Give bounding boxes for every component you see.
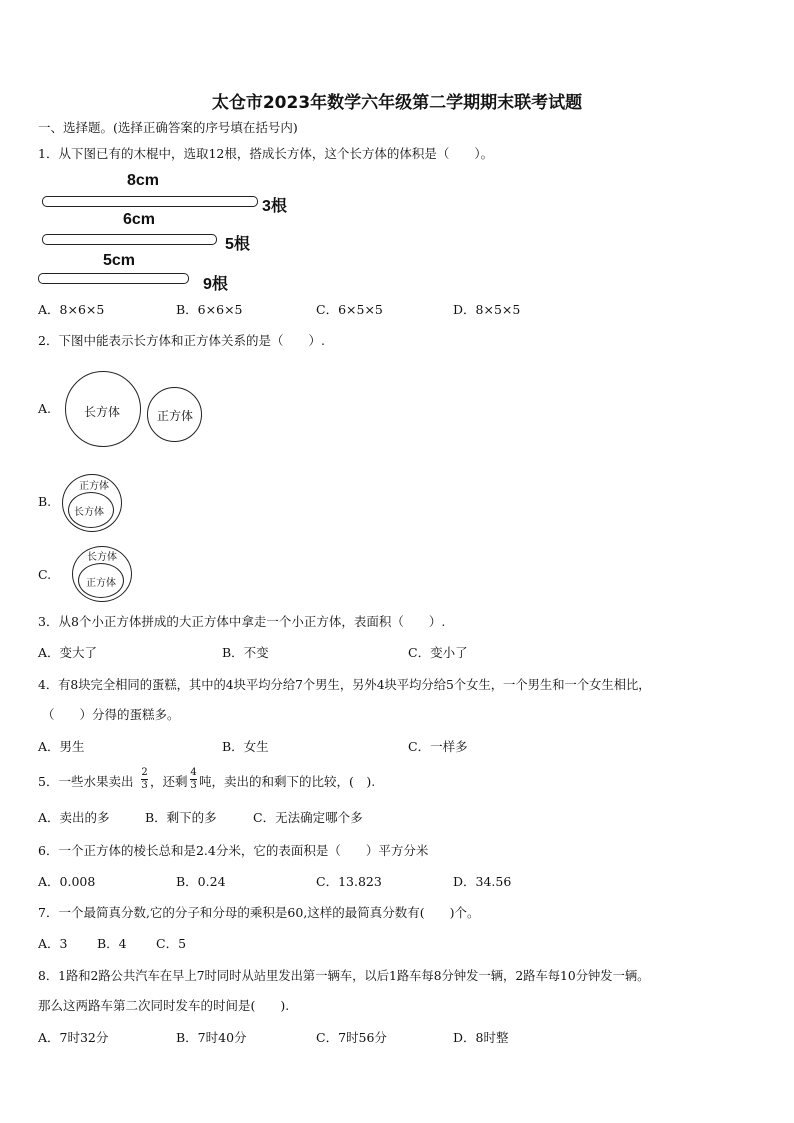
q1-option-b: B．6×6×5 — [176, 302, 243, 317]
q8-stem-line1: 8．1路和2路公共汽车在早上7时同时从站里发出第一辆车，以后1路车每8分钟发一辆，2路车每10分钟发一辆。 — [38, 969, 650, 983]
q5-option-a: A．卖出的多 — [38, 810, 110, 825]
q2-label-b: B. — [38, 494, 52, 509]
q5-fraction-left — [190, 768, 197, 791]
q2a-cube-label: 正方体 — [157, 409, 194, 423]
q5-text-part1: 5．一些水果卖出 — [38, 774, 134, 789]
exam-title: 太仓市2023年数学六年级第二学期期末联考试题 — [211, 93, 583, 113]
q8-option-b: B．7时40分 — [176, 1030, 247, 1045]
q6-option-d: D．34.56 — [453, 874, 512, 889]
q1-option-d: D．8×5×5 — [453, 302, 521, 317]
q7-option-b: B．4 — [97, 936, 127, 951]
q7-stem: 7．一个最简真分数,它的分子和分母的乘积是60,这样的最简真分数有( )个。 — [38, 905, 480, 920]
q7-option-c: C．5 — [156, 936, 187, 951]
q6-option-b: B．0.24 — [176, 874, 226, 889]
stick-2-count: 5根 — [225, 236, 250, 253]
q5-option-c: C．无法确定哪个多 — [253, 810, 363, 825]
q4-option-a: A．男生 — [38, 739, 85, 754]
q5-fraction-sold-numerator: 2 — [141, 767, 148, 778]
stick-3-length: 5cm — [103, 252, 136, 269]
q2-stem: 2．下图中能表示长方体和正方体关系的是（ ）. — [38, 333, 325, 348]
q5-option-b: B．剩下的多 — [145, 810, 217, 825]
stick-2-length: 6cm — [123, 211, 156, 228]
stick-2-image — [42, 234, 217, 245]
section-heading: 一、选择题。(选择正确答案的序号填在括号内) — [38, 120, 298, 135]
q2-label-c: C. — [38, 567, 52, 582]
q8-option-c: C．7时56分 — [316, 1030, 387, 1045]
stick-1-image — [42, 196, 258, 207]
q5-fraction-sold-denominator: 3 — [141, 780, 148, 791]
q8-option-a: A．7时32分 — [38, 1030, 109, 1045]
stick-1-length: 8cm — [127, 172, 160, 189]
stick-3-count: 9根 — [203, 276, 228, 293]
stick-3-image — [38, 273, 189, 284]
q5-fraction-left-denominator: 3 — [190, 780, 197, 791]
q3-option-a: A．变大了 — [38, 645, 98, 660]
q2a-cuboid-label: 长方体 — [84, 405, 121, 419]
q2c-inner-label: 正方体 — [86, 578, 116, 589]
q3-stem: 3．从8个小正方体拼成的大正方体中拿走一个小正方体，表面积（ ）. — [38, 614, 446, 629]
q6-option-a: A．0.008 — [38, 874, 96, 889]
q2-label-a: A. — [38, 401, 52, 416]
q8-stem-line2: 那么这两路车第二次同时发车的时间是( ). — [38, 998, 290, 1013]
q1-stem: 1．从下图已有的木棍中，选取12根，搭成长方体，这个长方体的体积是（ ）。 — [38, 146, 494, 161]
q3-option-b: B．不变 — [222, 645, 269, 660]
q8-option-d: D．8时整 — [453, 1030, 509, 1045]
q5-fraction-sold — [141, 768, 148, 791]
q5-text-part3: 吨，卖出的和剩下的比较，( ). — [199, 774, 376, 789]
q5-text-part2: ，还剩 — [150, 774, 188, 789]
q4-option-c: C．一样多 — [408, 739, 468, 754]
q4-option-b: B．女生 — [222, 739, 269, 754]
q3-option-c: C．变小了 — [408, 645, 468, 660]
q2c-outer-label: 长方体 — [87, 552, 117, 563]
q2b-outer-label: 正方体 — [79, 481, 109, 492]
q5-fraction-left-numerator: 4 — [190, 767, 197, 778]
q4-stem-line1: 4．有8块完全相同的蛋糕，其中的4块平均分给7个男生，另外4块平均分给5个女生，一个男生和一个女生相比， — [38, 678, 651, 692]
q1-option-c: C．6×5×5 — [316, 302, 383, 317]
q6-stem: 6．一个正方体的棱长总和是2.4分米，它的表面积是（ ）平方分米 — [38, 843, 429, 858]
q1-option-a: A．8×6×5 — [38, 302, 105, 317]
q4-stem-line2: （ ）分得的蛋糕多。 — [42, 707, 180, 722]
q6-option-c: C．13.823 — [316, 874, 382, 889]
q2b-inner-label: 长方体 — [74, 507, 104, 518]
q7-option-a: A．3 — [38, 936, 68, 951]
stick-1-count: 3根 — [262, 198, 287, 215]
